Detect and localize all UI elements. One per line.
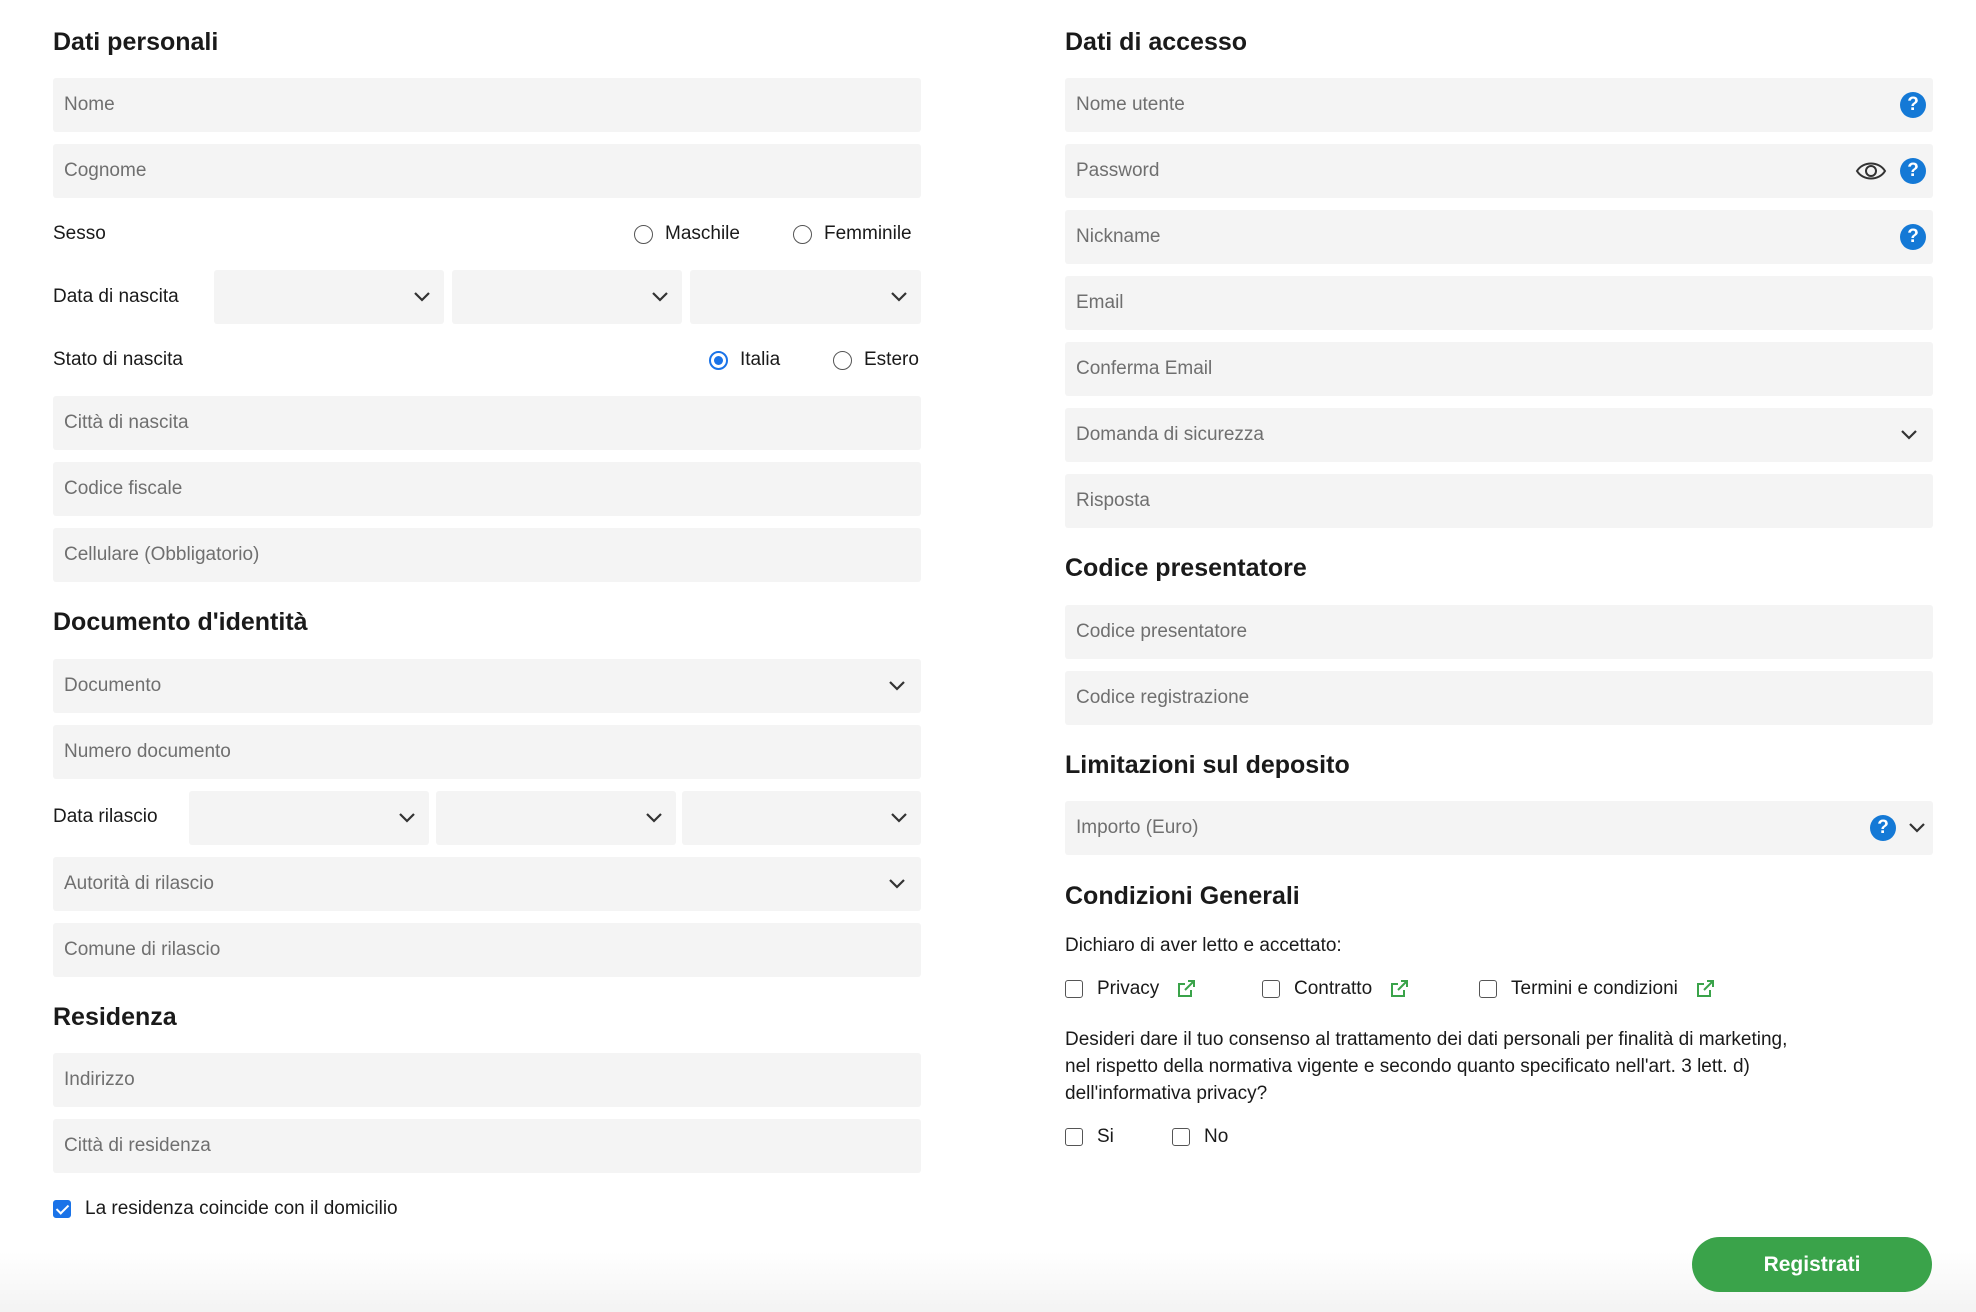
- email-placeholder: Email: [1076, 292, 1124, 313]
- radio-italia[interactable]: [709, 349, 780, 371]
- citta-residenza-placeholder: Città di residenza: [64, 1135, 211, 1156]
- external-link-icon[interactable]: [1388, 978, 1410, 1000]
- risposta-input[interactable]: [1065, 474, 1933, 528]
- birth-year-select[interactable]: [690, 270, 921, 324]
- radio-maschile-label: Maschile: [665, 223, 740, 244]
- citta-residenza-input[interactable]: [53, 1119, 921, 1173]
- question-circle-icon[interactable]: ?: [1870, 815, 1896, 841]
- numero-documento-placeholder: Numero documento: [64, 741, 231, 762]
- codice-presentatore-placeholder: Codice presentatore: [1076, 621, 1248, 642]
- importo-placeholder: Importo (Euro): [1076, 817, 1199, 838]
- consent-si-checkbox[interactable]: [1065, 1126, 1114, 1148]
- checkbox[interactable]: [1172, 1128, 1190, 1146]
- contratto-checkbox[interactable]: [1262, 978, 1410, 1000]
- consent-no-checkbox[interactable]: [1172, 1126, 1228, 1148]
- numero-documento-input[interactable]: [53, 725, 921, 779]
- consent-si-label: Si: [1097, 1126, 1114, 1147]
- section-title-document: Documento d'identità: [53, 608, 308, 636]
- section-title-residence: Residenza: [53, 1003, 177, 1031]
- cognome-placeholder: Cognome: [64, 160, 147, 181]
- chevron-down-icon: [889, 287, 909, 307]
- consent-line-2: nel rispetto della normativa vigente e secondo quanto specificato nell'art. 3 lett. d): [1065, 1056, 1750, 1077]
- external-link-icon[interactable]: [1175, 978, 1197, 1000]
- domanda-sicurezza-select[interactable]: [1065, 408, 1933, 462]
- chevron-down-icon: [1907, 818, 1927, 838]
- contratto-label: Contratto: [1294, 978, 1373, 999]
- indirizzo-placeholder: Indirizzo: [64, 1069, 135, 1090]
- data-nascita-label: Data di nascita: [53, 286, 179, 307]
- chevron-down-icon: [889, 808, 909, 828]
- autorita-placeholder: Autorità di rilascio: [64, 873, 214, 894]
- section-title-deposit: Limitazioni sul deposito: [1065, 751, 1350, 779]
- question-circle-icon[interactable]: ?: [1900, 158, 1926, 184]
- birth-month-select[interactable]: [452, 270, 682, 324]
- risposta-placeholder: Risposta: [1076, 490, 1150, 511]
- indirizzo-input[interactable]: [53, 1053, 921, 1107]
- issue-day-select[interactable]: [189, 791, 429, 845]
- section-title-conditions: Condizioni Generali: [1065, 882, 1300, 910]
- conditions-intro: Dichiaro di aver letto e accettato:: [1065, 935, 1342, 956]
- consent-line-3: dell'informativa privacy?: [1065, 1083, 1268, 1104]
- codice-fiscale-placeholder: Codice fiscale: [64, 478, 183, 499]
- checkbox[interactable]: [1479, 980, 1497, 998]
- residence-domicile-label: La residenza coincide con il domicilio: [85, 1198, 398, 1219]
- checkbox[interactable]: [1065, 1128, 1083, 1146]
- question-circle-icon[interactable]: ?: [1900, 92, 1926, 118]
- conferma-email-input[interactable]: [1065, 342, 1933, 396]
- termini-checkbox[interactable]: [1479, 978, 1716, 1000]
- residence-domicile-checkbox[interactable]: [53, 1198, 398, 1220]
- radio-circle-selected[interactable]: [709, 351, 728, 370]
- nome-input[interactable]: [53, 78, 921, 132]
- consent-no-label: No: [1204, 1126, 1229, 1147]
- stato-nascita-label: Stato di nascita: [53, 349, 183, 370]
- domanda-sicurezza-placeholder: Domanda di sicurezza: [1076, 424, 1264, 445]
- birth-day-select[interactable]: [214, 270, 444, 324]
- privacy-label: Privacy: [1097, 978, 1160, 999]
- consent-line-1: Desideri dare il tuo consenso al trattamento dei dati personali per finalità di marketing,: [1065, 1029, 1788, 1050]
- radio-circle[interactable]: [793, 225, 812, 244]
- external-link-icon[interactable]: [1694, 978, 1716, 1000]
- nickname-input[interactable]: [1065, 210, 1933, 264]
- radio-italia-label: Italia: [740, 349, 781, 370]
- citta-nascita-input[interactable]: [53, 396, 921, 450]
- nome-utente-placeholder: Nome utente: [1076, 94, 1185, 115]
- nome-utente-input[interactable]: [1065, 78, 1933, 132]
- password-input[interactable]: [1065, 144, 1933, 198]
- question-circle-icon[interactable]: ?: [1900, 224, 1926, 250]
- password-placeholder: Password: [1076, 160, 1160, 181]
- nickname-placeholder: Nickname: [1076, 226, 1161, 247]
- chevron-down-icon: [644, 808, 664, 828]
- email-input[interactable]: [1065, 276, 1933, 330]
- issue-month-select[interactable]: [436, 791, 676, 845]
- autorita-select[interactable]: [53, 857, 921, 911]
- registrati-button[interactable]: Registrati: [1692, 1237, 1932, 1292]
- chevron-down-icon: [887, 874, 907, 894]
- issue-year-select[interactable]: [682, 791, 921, 845]
- radio-maschile[interactable]: [634, 223, 740, 245]
- radio-estero[interactable]: [833, 349, 919, 371]
- chevron-down-icon: [397, 808, 417, 828]
- section-title-personal: Dati personali: [53, 28, 219, 56]
- documento-select[interactable]: [53, 659, 921, 713]
- radio-estero-label: Estero: [864, 349, 919, 370]
- radio-femminile[interactable]: [793, 223, 912, 245]
- chevron-down-icon: [412, 287, 432, 307]
- cognome-input[interactable]: [53, 144, 921, 198]
- section-title-access: Dati di accesso: [1065, 28, 1248, 56]
- importo-select[interactable]: [1065, 801, 1933, 855]
- checkbox-checked[interactable]: [53, 1200, 71, 1218]
- nome-placeholder: Nome: [64, 94, 115, 115]
- codice-registrazione-placeholder: Codice registrazione: [1076, 687, 1250, 708]
- sesso-label: Sesso: [53, 223, 106, 244]
- section-title-presenter: Codice presentatore: [1065, 554, 1307, 582]
- privacy-checkbox[interactable]: [1065, 978, 1197, 1000]
- checkbox[interactable]: [1065, 980, 1083, 998]
- eye-icon[interactable]: [1855, 158, 1887, 184]
- termini-label: Termini e condizioni: [1511, 978, 1678, 999]
- checkbox[interactable]: [1262, 980, 1280, 998]
- radio-circle[interactable]: [634, 225, 653, 244]
- chevron-down-icon: [1899, 425, 1919, 445]
- radio-circle[interactable]: [833, 351, 852, 370]
- bottom-fade: [0, 1252, 1976, 1312]
- data-rilascio-label: Data rilascio: [53, 806, 158, 827]
- chevron-down-icon: [650, 287, 670, 307]
- cellulare-input[interactable]: [53, 528, 921, 582]
- conferma-email-placeholder: Conferma Email: [1076, 358, 1213, 379]
- comune-rilascio-placeholder: Comune di rilascio: [64, 939, 221, 960]
- chevron-down-icon: [887, 676, 907, 696]
- documento-placeholder: Documento: [64, 675, 162, 696]
- citta-nascita-placeholder: Città di nascita: [64, 412, 189, 433]
- comune-rilascio-input[interactable]: [53, 923, 921, 977]
- codice-fiscale-input[interactable]: [53, 462, 921, 516]
- codice-registrazione-input[interactable]: [1065, 671, 1933, 725]
- cellulare-placeholder: Cellulare (Obbligatorio): [64, 544, 260, 565]
- radio-femminile-label: Femminile: [824, 223, 912, 244]
- codice-presentatore-input[interactable]: [1065, 605, 1933, 659]
